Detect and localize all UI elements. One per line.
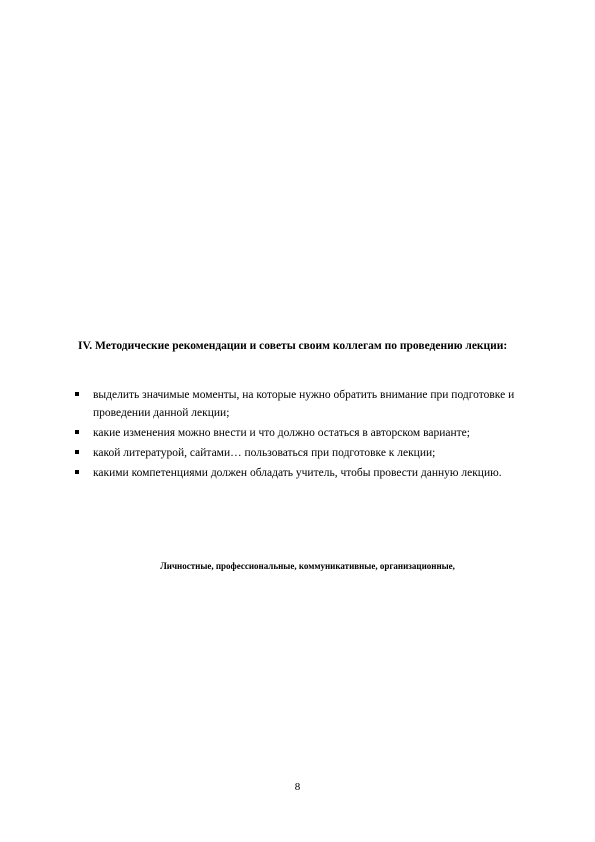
- list-item: [72, 424, 548, 442]
- page-number: 8: [294, 781, 301, 793]
- list-item-text: какими компетенциями должен обладать учитель, чтобы провести данную лекцию.: [93, 467, 502, 479]
- recommendations-list: [72, 386, 548, 484]
- square-bullet-icon: [75, 392, 79, 396]
- list-item-text: какие изменения можно внести и что должно остаться в авторском варианте;: [93, 427, 470, 439]
- section-heading: IV. Методические рекомендации и советы своим коллегам по проведению лекции:: [78, 340, 508, 352]
- list-item-text: выделить значимые моменты, на которые нужно обратить внимание при подготовке и проведении данной лекции;: [93, 389, 515, 419]
- square-bullet-icon: [75, 450, 79, 454]
- list-item: [72, 386, 548, 422]
- competencies-keywords: Личностные, профессиональные, коммуникативные, организационные,: [160, 561, 455, 571]
- square-bullet-icon: [75, 470, 79, 474]
- list-item-text: какой литературой, сайтами… пользоваться при подготовке к лекции;: [93, 447, 436, 459]
- list-item: [72, 444, 548, 462]
- list-item: [72, 464, 548, 482]
- square-bullet-icon: [75, 430, 79, 434]
